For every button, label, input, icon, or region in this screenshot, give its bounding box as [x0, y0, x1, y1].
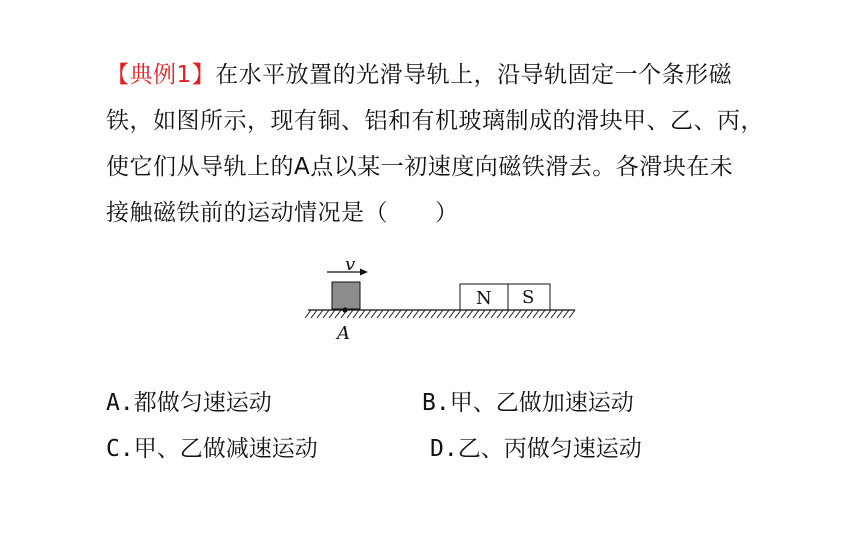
question-line-1-text: 在水平放置的光滑导轨上，沿导轨固定一个条形磁: [215, 62, 733, 88]
hatch-line: [419, 310, 425, 318]
hatch-line: [425, 310, 431, 318]
hatch-line: [455, 310, 461, 318]
hatch-line: [503, 310, 509, 318]
hatch-line: [449, 310, 455, 318]
hatch-line: [359, 310, 365, 318]
hatch-line: [527, 310, 533, 318]
slider-block: [332, 282, 360, 309]
hatch-line: [311, 310, 317, 318]
hatch-line: [365, 310, 371, 318]
hatch-line: [515, 310, 521, 318]
hatch-line: [305, 310, 311, 318]
magnet-north-label: N: [476, 288, 492, 309]
hatch-line: [485, 310, 491, 318]
hatch-line: [371, 310, 377, 318]
hatch-line: [539, 310, 545, 318]
hatch-line: [353, 310, 359, 318]
hatch-line: [335, 310, 341, 318]
hatch-line: [437, 310, 443, 318]
hatch-line: [533, 310, 539, 318]
question-line-1: [106, 52, 821, 98]
option-a[interactable]: A.都做匀速运动: [106, 390, 272, 416]
hatch-line: [509, 310, 515, 318]
velocity-arrow-head: [360, 269, 368, 276]
hatch-line: [347, 310, 353, 318]
example-tag: 【典例1】: [106, 62, 216, 88]
question-text: [106, 52, 821, 236]
hatch-line: [383, 310, 389, 318]
option-d[interactable]: D.乙、丙做匀速运动: [430, 436, 642, 462]
diagram-svg: [305, 252, 580, 352]
hatch-line: [413, 310, 419, 318]
velocity-label: v: [345, 254, 356, 275]
hatch-line: [557, 310, 563, 318]
question-line-4: 接触磁铁前的运动情况是（ ）: [106, 200, 459, 226]
magnet-south-label: S: [522, 287, 535, 308]
point-a-label: A: [337, 323, 350, 344]
hatch-line: [407, 310, 413, 318]
hatch-line: [491, 310, 497, 318]
hatch-line: [323, 310, 329, 318]
option-c[interactable]: C.甲、乙做减速运动: [106, 436, 318, 462]
hatch-line: [461, 310, 467, 318]
point-a-marker: [342, 307, 347, 312]
hatch-line: [395, 310, 401, 318]
hatch-line: [377, 310, 383, 318]
hatch-line: [497, 310, 503, 318]
physics-diagram: [305, 252, 580, 352]
question-line-3: 使它们从导轨上的A点以某一初速度向磁铁滑去。各滑块在未: [106, 154, 734, 180]
hatch-line: [329, 310, 335, 318]
hatch-line: [473, 310, 479, 318]
hatch-line: [389, 310, 395, 318]
hatch-line: [401, 310, 407, 318]
hatch-line: [431, 310, 437, 318]
hatch-line: [545, 310, 551, 318]
hatch-line: [521, 310, 527, 318]
hatch-line: [443, 310, 449, 318]
hatch-line: [479, 310, 485, 318]
hatch-line: [317, 310, 323, 318]
question-line-2: 铁，如图所示，现有铜、铝和有机玻璃制成的滑块甲、乙、丙，: [106, 108, 764, 134]
hatch-line: [467, 310, 473, 318]
option-b[interactable]: B.甲、乙做加速运动: [422, 390, 634, 416]
hatch-line: [551, 310, 557, 318]
hatch-line: [563, 310, 569, 318]
hatch-line: [569, 310, 575, 318]
